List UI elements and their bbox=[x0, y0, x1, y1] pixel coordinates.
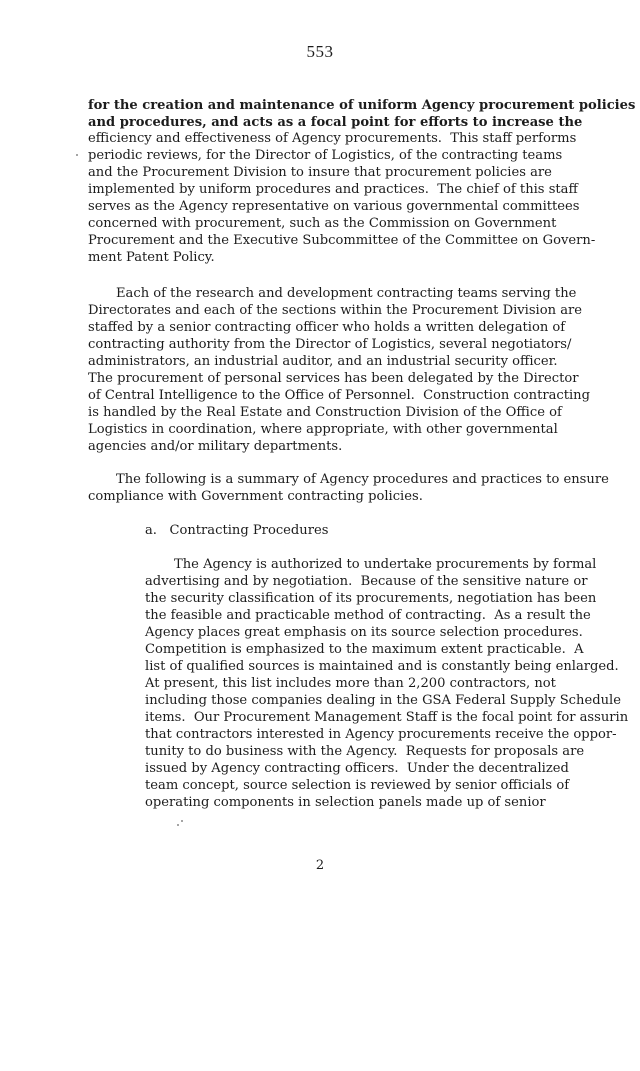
text-line: the feasible and practicable method of contracting. As a result the bbox=[145, 608, 591, 623]
text-line: is handled by the Real Estate and Construction Division of the Office of bbox=[88, 405, 562, 420]
text-line: advertising and by negotiation. Because of the sensitive nature or bbox=[145, 574, 588, 589]
text-line: team concept, source selection is reviewed by senior officials of bbox=[145, 778, 570, 793]
scan-speck bbox=[177, 824, 179, 826]
page-number-bottom: 2 bbox=[315, 858, 325, 873]
text-line: Competition is emphasized to the maximum extent practicable. A bbox=[145, 642, 584, 657]
scan-speck bbox=[76, 154, 78, 156]
text-line: Procurement and the Executive Subcommittee of the Committee on Govern- bbox=[88, 233, 596, 248]
text-line: concerned with procurement, such as the Commission on Government bbox=[88, 216, 557, 231]
text-line: including those companies dealing in the GSA Federal Supply Schedule bbox=[145, 693, 621, 708]
text-line: of Central Intelligence to the Office of Personnel. Construction contracting bbox=[88, 388, 590, 403]
text-line: compliance with Government contracting policies. bbox=[88, 489, 423, 504]
text-line: The procurement of personal services has been delegated by the Director bbox=[88, 371, 579, 386]
text-line: serves as the Agency representative on various governmental committees bbox=[88, 199, 580, 214]
text-line: list of qualified sources is maintained and is constantly being enlarged. bbox=[145, 659, 619, 674]
text-line: periodic reviews, for the Director of Logistics, of the contracting teams bbox=[88, 148, 563, 163]
text-line: that contractors interested in Agency procurements receive the oppor- bbox=[145, 727, 617, 742]
text-line: Directorates and each of the sections within the Procurement Division are bbox=[88, 303, 583, 318]
text-line: items. Our Procurement Management Staff is the focal point for assurin bbox=[145, 710, 629, 725]
text-line: staffed by a senior contracting officer who holds a written delegation of bbox=[88, 320, 566, 335]
text-line: contracting authority from the Director of Logistics, several negotiators/ bbox=[88, 337, 572, 352]
text-line: the security classification of its procurements, negotiation has been bbox=[145, 591, 597, 606]
text-line: for the creation and maintenance of uniform Agency procurement policies bbox=[88, 98, 636, 113]
scan-speck bbox=[181, 820, 183, 822]
text-line: tunity to do business with the Agency. Requests for proposals are bbox=[145, 744, 585, 759]
section-heading: a. Contracting Procedures bbox=[145, 523, 329, 538]
text-line: implemented by uniform procedures and practices. The chief of this staff bbox=[88, 182, 578, 197]
text-line: Agency places great emphasis on its source selection procedures. bbox=[145, 625, 583, 640]
text-line: ment Patent Policy. bbox=[88, 250, 215, 265]
text-line: The Agency is authorized to undertake procurements by formal bbox=[174, 557, 597, 572]
text-line: and the Procurement Division to insure that procurement policies are bbox=[88, 165, 552, 180]
text-line: operating components in selection panels made up of senior bbox=[145, 795, 546, 810]
text-line: administrators, an industrial auditor, and an industrial security officer. bbox=[88, 354, 558, 369]
text-line: The following is a summary of Agency procedures and practices to ensure bbox=[116, 472, 609, 487]
text-line: efficiency and effectiveness of Agency procurements. This staff performs bbox=[88, 131, 577, 146]
page-number-top: 553 bbox=[306, 42, 334, 61]
text-line: agencies and/or military departments. bbox=[88, 439, 343, 454]
text-line: At present, this list includes more than 2,200 contractors, not bbox=[145, 676, 556, 691]
text-line: Logistics in coordination, where appropriate, with other governmental bbox=[88, 422, 558, 437]
text-line: Each of the research and development contracting teams serving the bbox=[116, 286, 577, 301]
text-line: and procedures, and acts as a focal point for efforts to increase the bbox=[88, 115, 583, 130]
text-line: issued by Agency contracting officers. Under the decentralized bbox=[145, 761, 569, 776]
